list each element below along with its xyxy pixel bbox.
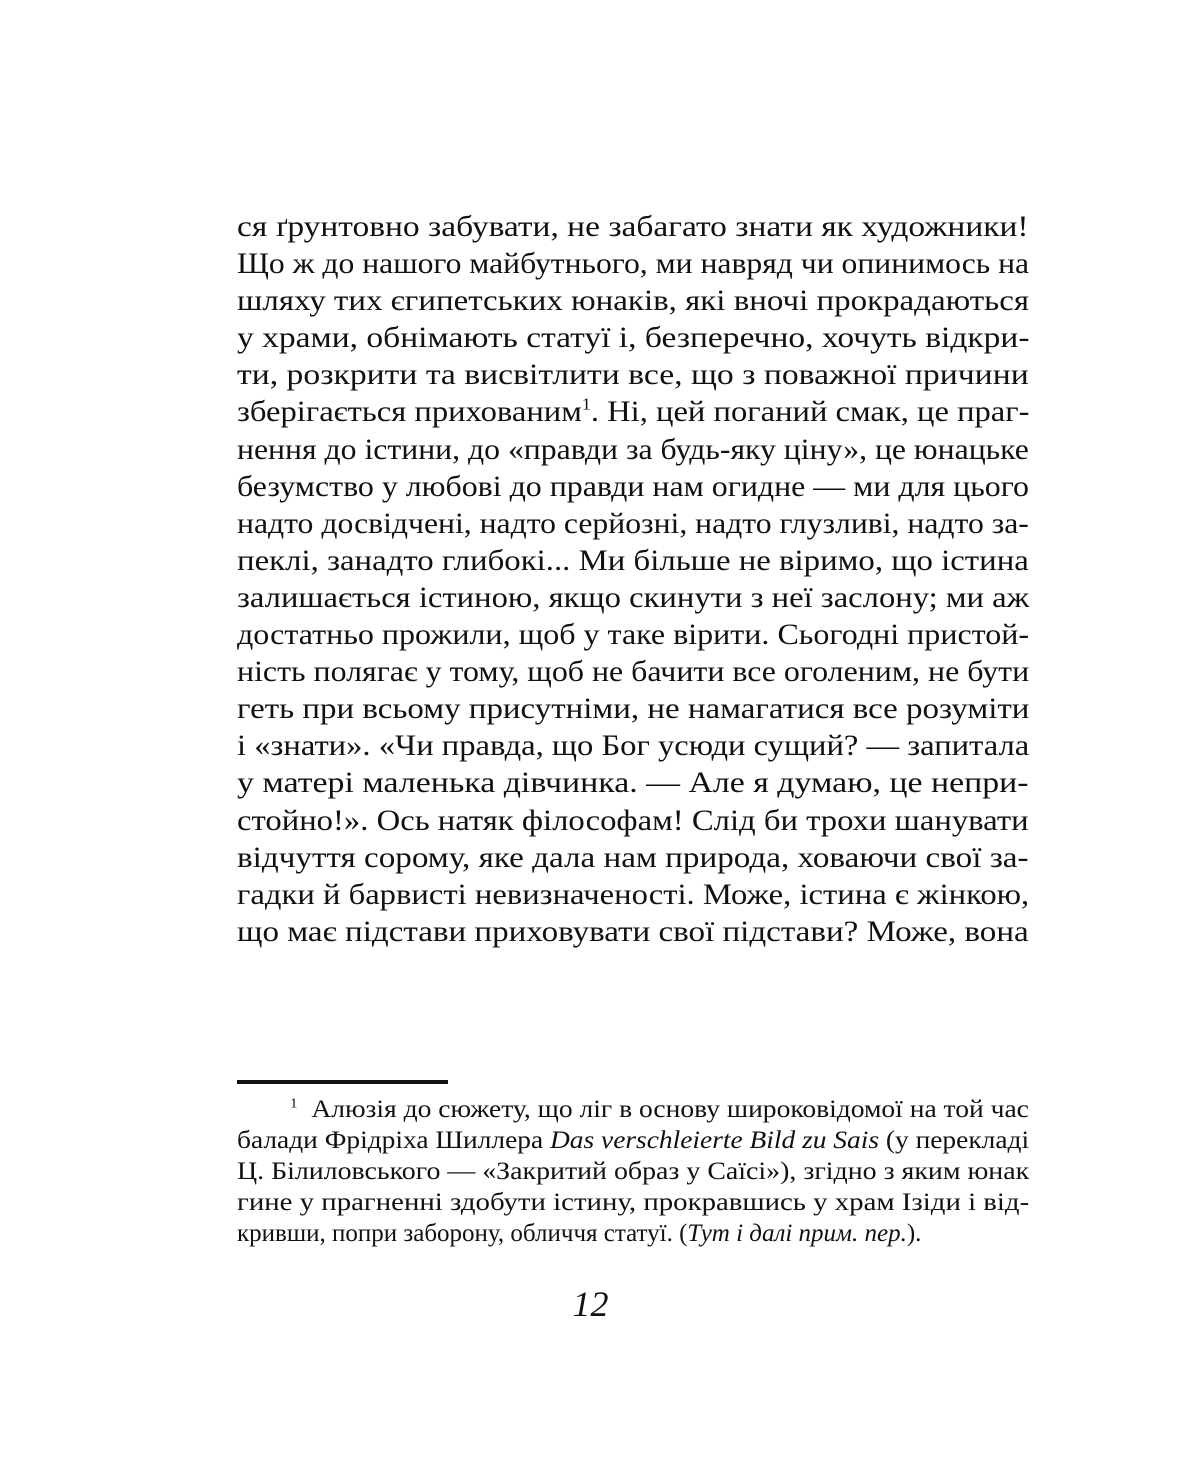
text-line: відчуття сорому, яке дала нам природа, ховаючи свої за- <box>237 840 1029 874</box>
text-line: Що ж до нашого майбутнього, ми навряд чи опинимось на <box>237 247 1030 281</box>
footnote-divider <box>237 1080 448 1084</box>
text-line: геть при всьому присутніми, не намагатися все розуміти <box>237 692 1030 726</box>
text-line: ти, розкрити та висвітлити все, що з поважної причини <box>237 358 1029 392</box>
text-line: шляху тих єгипетських юнаків, які вночі прокрадаються <box>237 284 1029 318</box>
text-line: пеклі, занадто глибокі... Ми більше не віримо, що істина <box>237 543 1029 577</box>
italic-title: Das verschleierte Bild zu Sais <box>549 1127 880 1154</box>
text: зберігається прихованим <box>237 395 582 429</box>
text-line: у матері маленька дівчинка. — Але я думаю, це непри- <box>237 766 1029 800</box>
footnote <box>237 1094 1029 1249</box>
text-line: ся ґрунтовно забувати, не забагато знати як художники! <box>237 210 1029 243</box>
text-line: залишається істиною, якщо скинути з неї заслону; ми аж <box>237 580 1030 614</box>
text-line: достатньо прожили, щоб у таке вірити. Сьогодні пристой- <box>237 618 1030 652</box>
text-line: гадки й барвисті невизначеності. Може, істина є жінкою, <box>237 877 1030 911</box>
footnote-line <box>237 1125 1106 1156</box>
text: Алюзія до сюжету, що ліг в основу широковідомої на той час <box>311 1096 1029 1123</box>
text: ). <box>906 1220 922 1247</box>
body-text <box>237 208 1029 950</box>
text-line: що має підстави приховувати свої підстави? Може, вона <box>237 914 1029 948</box>
footnote-ref[interactable]: 1 <box>581 394 591 414</box>
footnote-line: гине у прагненні здобути істину, прокравшись у храм Ізіди і від- <box>237 1189 1030 1216</box>
text-line: стойно!». Ось натяк філософам! Слід би трохи шанувати <box>237 803 1029 837</box>
footnote-line <box>237 1094 1109 1125</box>
text-line: нення до істини, до «правди за будь-яку ціну», це юнацьке <box>237 432 1029 466</box>
footnote-line: Ц. Білиловського — «Закритий образ у Саїсі»), згідно з яким юнак <box>237 1158 1030 1185</box>
text-line: надто досвідчені, надто серйозні, надто глузливі, надто за- <box>237 506 1029 540</box>
text: . Ні, цей поганий смак, це праг- <box>590 395 1030 429</box>
text-line: безумство у любові до правди нам огидне — ми для цього <box>237 469 1029 503</box>
text: (у перекладі <box>879 1127 1030 1154</box>
italic-note: Тут і далі прим. пер. <box>687 1220 907 1247</box>
text: балади Фрідріха Шиллера <box>237 1127 550 1154</box>
text-line: ність полягає у тому, щоб не бачити все оголеним, не бути <box>237 655 1030 689</box>
text-line: у храми, обнімають статуї і, безперечно, хочуть відкри- <box>237 321 1030 355</box>
page-number: 12 <box>572 1284 609 1324</box>
footnote-marker: 1 <box>289 1095 298 1111</box>
text: кривши, попри заборону, обличчя статуї. ( <box>237 1220 688 1247</box>
text-line: і «знати». «Чи правда, що Бог усюди сущий? — запитала <box>237 729 1030 763</box>
text-line <box>237 393 1097 430</box>
footnote-line <box>237 1218 1029 1249</box>
